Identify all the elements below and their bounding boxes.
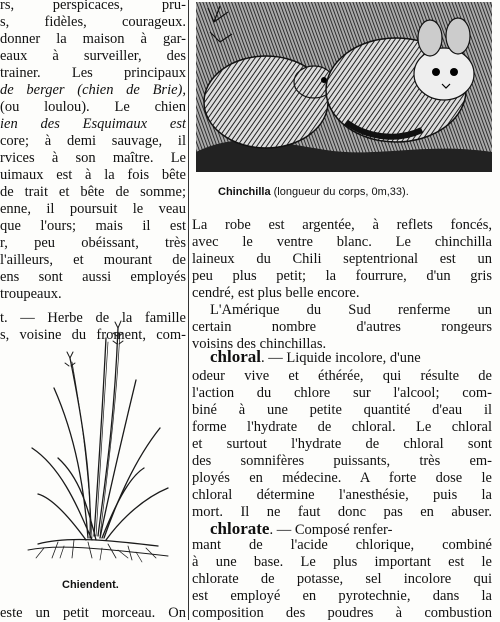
text-line: certain nombre d'autres rongeurs xyxy=(192,319,492,335)
entry-line: . — Liquide incolore, d'une xyxy=(261,350,421,366)
entry-line: mant de l'acide chlorique, combiné xyxy=(192,537,492,553)
caption-name: Chinchilla xyxy=(218,186,271,198)
entry-line: forme l'hydrate de chloral. Le chloral xyxy=(192,419,492,435)
text-line: r, peu obéissant, très xyxy=(0,235,186,251)
text-line: L'Amérique du Sud renferme un xyxy=(210,302,492,318)
text-line: este un petit morceau. On xyxy=(0,605,186,621)
text-line: laineux du Chili septentrional est un xyxy=(192,251,492,267)
text-line: rs, perspicaces, pru- xyxy=(0,0,186,13)
text-line: troupeaux. xyxy=(0,286,62,302)
entry-first-line xyxy=(192,346,492,367)
text-line: l'ailleurs, et mourant de xyxy=(0,252,186,268)
text-line: La robe est argentée, à reflets foncés, xyxy=(192,217,492,233)
text-line: ens sont aussi employés xyxy=(0,269,186,285)
entry-line: l'action du chlore sur l'alcool; com- xyxy=(192,385,492,401)
entry-headword-chlorate: chlorate xyxy=(210,519,270,538)
figure-caption: Chiendent. xyxy=(62,579,119,591)
caption-detail: (longueur du corps, 0m,33). xyxy=(270,186,409,198)
text-line: uimaux est à la fois bête xyxy=(0,167,186,183)
entry-line: chloral détermine l'anesthésie, puis la xyxy=(192,487,492,503)
entry-spacer xyxy=(192,497,492,517)
entry-line: mort. Il ne faut donc pas en abuser. xyxy=(192,504,492,520)
text-line: ien des Esquimaux est xyxy=(0,116,186,132)
text-line: s, fidèles, courageux. xyxy=(0,14,186,30)
entry-line: biné à une petite quantité d'eau il xyxy=(192,402,492,418)
text-line: (ou loulou). Le chien xyxy=(0,99,186,115)
entry-line: . — Composé renfer- xyxy=(269,522,393,538)
text-line: de trait et bête de somme; xyxy=(0,184,186,200)
column-divider xyxy=(188,0,189,620)
text-line: voisins des chinchillas. xyxy=(192,336,327,352)
entry-line: est employé en pyrotechnie, dans la xyxy=(192,588,492,604)
entry-line: t. — Herbe de la famille xyxy=(0,310,186,326)
text-line: que l'ours; mais il est xyxy=(0,218,186,234)
text-line: enne, il poursuit le veau xyxy=(0,201,186,217)
entry-line: des somnifères puissants, très em- xyxy=(192,453,492,469)
text-line: eaux à surveiller, des xyxy=(0,48,186,64)
figure-caption xyxy=(218,186,409,198)
entry-line: ployés en médecine. A forte dose le xyxy=(192,470,492,486)
text-line: cendré, est plus belle encore. xyxy=(192,285,360,301)
entry-line: composition des poudres à combustion xyxy=(192,605,492,621)
text-line: trainer. Les principaux xyxy=(0,65,186,81)
entry-line: à une base. Le plus important est le xyxy=(192,554,492,570)
chiendent-illustration xyxy=(18,318,178,574)
text-line: core; à demi sauvage, il xyxy=(0,133,186,149)
entry-line: odeur vive et éthérée, qui résulte de xyxy=(192,368,492,384)
chinchilla-illustration xyxy=(196,2,492,172)
text-line: avec le ventre blanc. Le chinchilla xyxy=(192,234,492,250)
entry-line: et surtout l'hydrate de chloral sont xyxy=(192,436,492,452)
text-line: de berger (chien de Brie), xyxy=(0,82,186,98)
entry-line: s, voisine du froment, com- xyxy=(0,327,186,343)
entry-line: chlorate de potasse, sel incolore qui xyxy=(192,571,492,587)
text-line: rvices à son maître. Le xyxy=(0,150,186,166)
entry-headword-chloral: chloral xyxy=(210,347,261,366)
text-line: peu plus petit; la fourrure, d'un gris xyxy=(192,268,492,284)
text-line: donner la maison à gar- xyxy=(0,31,186,47)
